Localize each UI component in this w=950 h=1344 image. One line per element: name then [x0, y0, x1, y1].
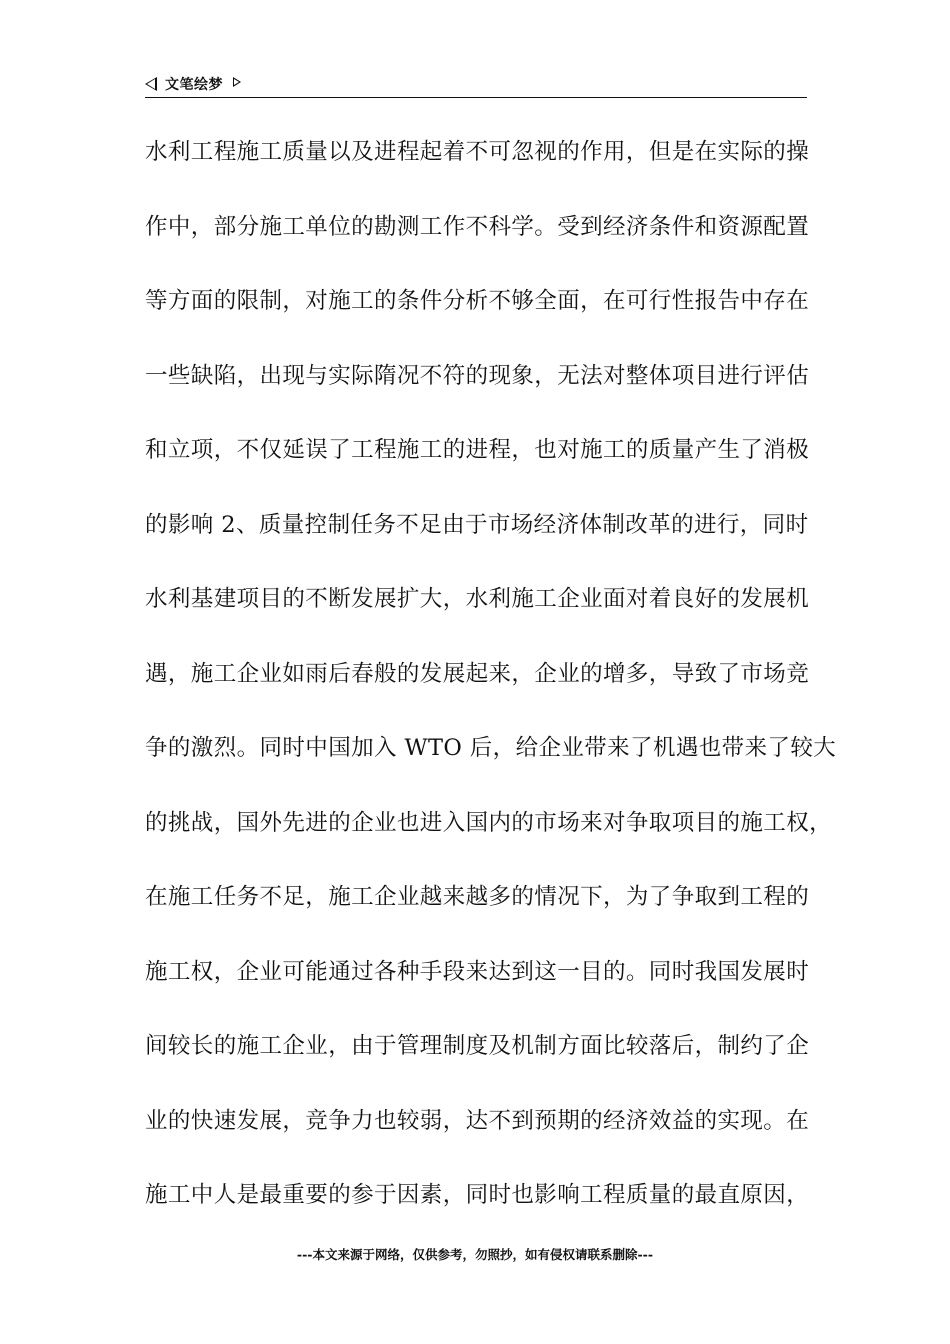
header-brand: 文笔绘梦	[165, 77, 223, 93]
body-line: 的挑战，国外先进的企业也进入国内的市场来对争取项目的施工权，	[145, 809, 833, 836]
header-divider	[145, 97, 807, 98]
body-line: 和立项，不仅延误了工程施工的进程，也对施工的质量产生了消极	[145, 437, 810, 463]
triangle-left-icon	[145, 77, 157, 91]
footer-notice: ---本文来源于网络，仅供参考，勿照抄，如有侵权请联系删除---	[296, 1247, 654, 1262]
body-line: 间较长的施工企业，由于管理制度及机制方面比较落后，制约了企	[145, 1033, 810, 1059]
body-line: 水利工程施工质量以及进程起着不可忽视的作用，但是在实际的操	[145, 139, 810, 165]
body-line: 业的快速发展，竞争力也较弱，达不到预期的经济效益的实现。在	[145, 1107, 810, 1134]
body-line: 在施工任务不足，施工企业越来越多的情况下，为了争取到工程的	[145, 884, 810, 910]
body-line: 施工中人是最重要的参于因素，同时也影响工程质量的最直原因，	[145, 1182, 810, 1208]
body-line: 作中，部分施工单位的勘测工作不科学。受到经济条件和资源配置	[145, 213, 810, 240]
body-line: 等方面的限制，对施工的条件分析不够全面，在可行性报告中存在	[145, 288, 810, 314]
body-line: 的影响 2、质量控制任务不足由于市场经济体制改革的进行，同时	[145, 511, 809, 538]
body-line: 遇，施工企业如雨后春般的发展起来，企业的增多，导致了市场竞	[145, 660, 810, 687]
triangle-right-icon	[233, 77, 241, 87]
body-line: 一些缺陷，出现与实际隋况不符的现象，无法对整体项目进行评估	[145, 362, 810, 389]
body-text	[145, 130, 837, 1248]
body-line: 施工权，企业可能通过各种手段来达到这一目的。同时我国发展时	[145, 958, 810, 985]
body-line: 争的激烈。同时中国加入 WTO 后，给企业带来了机遇也带来了较大	[145, 735, 837, 761]
body-line: 水利基建项目的不断发展扩大，水利施工企业面对着良好的发展机	[145, 586, 810, 612]
page-header	[145, 74, 807, 98]
header-bar	[145, 74, 807, 94]
